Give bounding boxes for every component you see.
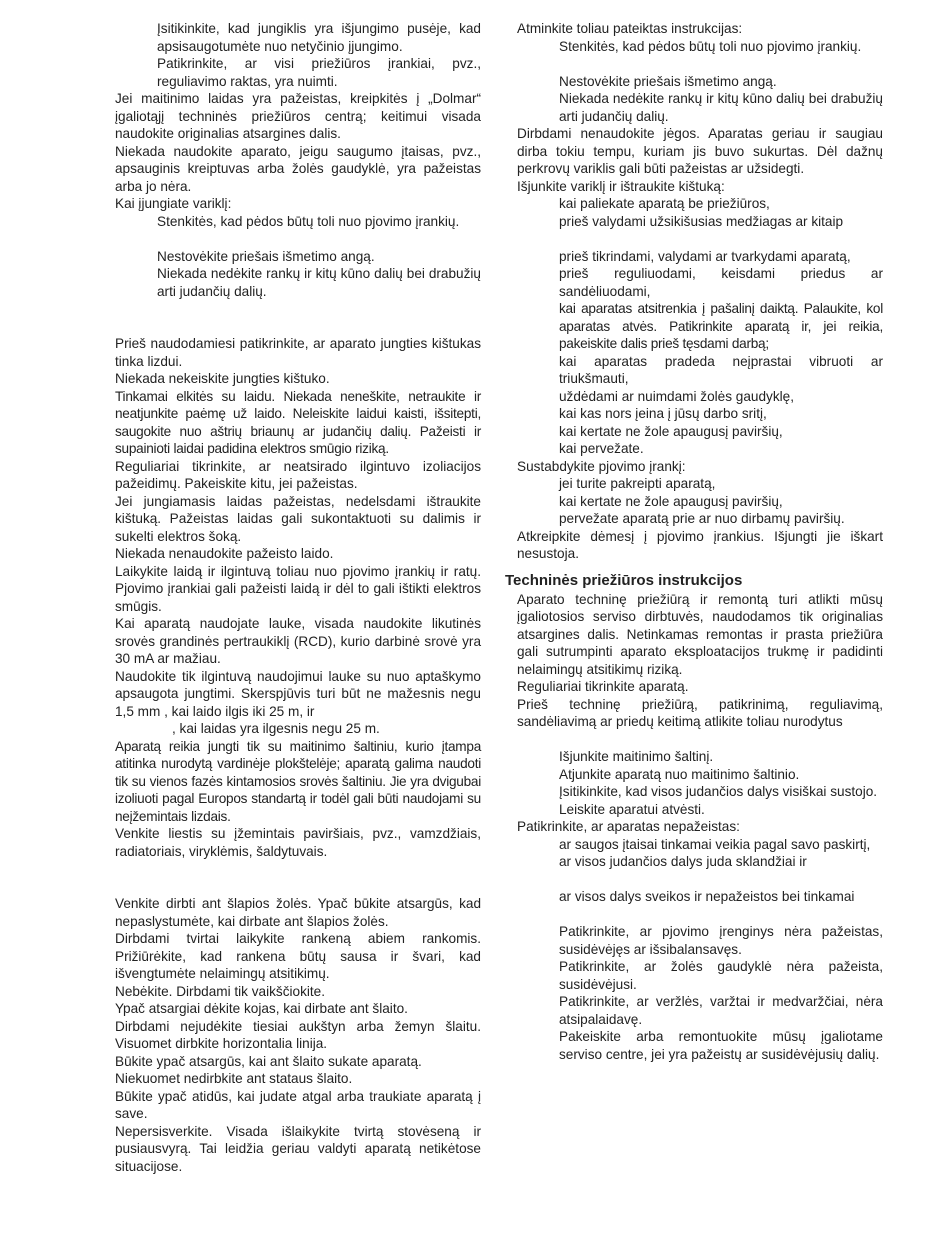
paragraph: Kai aparatą naudojate lauke, visada naudokite likutinės srovės grandinės pertraukiklį (RCD), kurio darbinė srovė yra 30 mA ar mažiau. (115, 616, 481, 666)
paragraph: Patikrinkite, ar aparatas nepažeistas: (517, 819, 740, 834)
list-item: Atjunkite aparatą nuo maitinimo šaltinio. (559, 766, 800, 782)
list-item: Įsitikinkite, kad visos judančios dalys visiškai sustojo. (559, 784, 878, 799)
paragraph: Aparato techninę priežiūrą ir remontą turi atlikti mūsų įgaliotosios serviso dirbtuvės, naudodamos tik originalias atsargines dalis. Netinkamas remontas ir prasta priežiūra gali sutrumpinti aparato eksploatacijos trukmę ir padidinti nelaimingų atsitikimų riziką. (517, 591, 883, 677)
paragraph: Venkite dirbti ant šlapios žolės. Ypač būkite atsargūs, kad nepaslystumėte, kai dirbate ant šlapios žolės. (115, 896, 481, 929)
list-item: kai paliekate aparatą be priežiūros, (559, 196, 770, 211)
paragraph: Jei maitinimo laidas yra pažeistas, kreipkitės į „Dolmar“ įgaliotąjį techninės priežiūros centrą; keitimui visada naudokite originalias atsargines dalis. (115, 91, 481, 141)
paragraph: Prieš techninę priežiūrą, patikrinimą, reguliavimą, sandėliavimą ar priedų keitimą atlikite toliau nurodytus (517, 696, 883, 729)
paragraph: Dirbdami nenaudokite jėgos. Aparatas geriau ir saugiau dirba tokiu tempu, kuriam jis buvo sukurtas. Dėl dažnų perkrovų variklis gali būti pažeistas ar užsidegti. (517, 126, 883, 176)
list-item: kai aparatas pradeda neįprastai vibruoti ar triukšmauti, (559, 353, 883, 386)
list-item: Nestovėkite priešais išmetimo angą. (559, 73, 777, 89)
paragraph: Aparatą reikia jungti tik su maitinimo šaltiniu, kurio įtampa atitinka nurodytą vardinėje plokštelėje; aparatą galima naudoti tik su vienos fazės kintamosios srovės šaltiniu. Jie yra dvigubai izoliuoti pagal Europos standartą ir todėl gali būti naudojami su neįžemintais lizdais. (115, 738, 481, 824)
paragraph: Išjunkite variklį ir ištraukite kištuką: (517, 178, 725, 194)
paragraph: Nepersisverkite. Visada išlaikykite tvirtą stovėseną ir pusiausvyrą. Tai leidžia geriau valdyti aparatą netikėtose situacijose. (115, 1123, 481, 1174)
paragraph: Būkite ypač atidūs, kai judate atgal arba traukiate aparatą į save. (115, 1088, 481, 1121)
paragraph: Būkite ypač atsargūs, kai ant šlaito sukate aparatą. (115, 1053, 422, 1069)
list-item: uždėdami ar nuimdami žolės gaudyklę, (559, 388, 794, 404)
paragraph: Naudokite tik ilgintuvą naudojimui lauke su nuo aptaškymo apsaugota jungtimi. Skerspjūvis turi būt ne mažesnis negu 1,5 mm , kai laido ilgis iki 25 m, ir (115, 668, 481, 719)
list-item: Stenkitės, kad pėdos būtų toli nuo pjovimo įrankių. (157, 213, 460, 229)
list-item: ar visos judančios dalys juda sklandžiai ir (559, 854, 807, 869)
list-item: Leiskite aparatui atvėsti. (559, 801, 705, 817)
list-item: pervežate aparatą prie ar nuo dirbamų paviršių. (559, 511, 845, 526)
paragraph: Venkite liestis su įžemintais paviršiais, pvz., vamzdžiais, radiatoriais, viryklėmis, šaldytuvais. (115, 826, 481, 859)
paragraph: Niekada nenaudokite pažeisto laido. (115, 546, 334, 561)
list-item: kai kertate ne žole apaugusį paviršių, (559, 423, 783, 439)
list-item: Niekada nedėkite rankų ir kitų kūno dalių bei drabužių arti judančių dalių. (157, 266, 481, 299)
list-item: ar visos dalys sveikos ir nepažeistos bei tinkamai (559, 889, 855, 904)
left-column (115, 20, 481, 1175)
paragraph: Atkreipkite dėmesį į pjovimo įrankius. Išjungti jie iškart nesustoja. (517, 528, 883, 561)
right-column (505, 20, 883, 1063)
paragraph: Nebėkite. Dirbdami tik vaikščiokite. (115, 983, 326, 999)
paragraph: Prieš naudodamiesi patikrinkite, ar aparato jungties kištukas tinka lizdui. (115, 336, 481, 369)
list-item: ar saugos įtaisai tinkamai veikia pagal savo paskirtį, (559, 836, 871, 852)
list-item: kai kertate ne žole apaugusį paviršių, (559, 493, 783, 509)
list-item: Išjunkite maitinimo šaltinį. (559, 749, 714, 764)
paragraph: Niekuomet nedirbkite ant stataus šlaito. (115, 1071, 353, 1086)
list-item: kai kas nors įeina į jūsų darbo sritį, (559, 406, 767, 421)
list-item: Patikrinkite, ar žolės gaudyklė nėra pažeista, susidėvėjusi. (559, 959, 883, 992)
paragraph: Reguliariai tikrinkite, ar neatsirado ilgintuvo izoliacijos pažeidimų. Pakeiskite kitu, jei pažeistas. (115, 458, 481, 491)
paragraph: Dirbdami nejudėkite tiesiai aukštyn arba žemyn šlaitu. Visuomet dirbkite horizontalia linija. (115, 1018, 481, 1051)
paragraph: Kai įjungiate variklį: (115, 196, 232, 211)
paragraph: Tinkamai elkitės su laidu. Niekada neneškite, netraukite ir neatjunkite paėmę už laido. Neleiskite laidui kaisti, išsitepti, saugokite nuo aštrių briaunų ar judančių dalių. Pažeisti ir supainioti laidai padidina elektros smūgio riziką. (115, 388, 481, 456)
paragraph: Laikykite laidą ir ilgintuvą toliau nuo pjovimo įrankių ir ratų. Pjovimo įrankiai gali pažeisti laidą ir dėl to gali ištikti elektros smūgis. (115, 563, 481, 614)
paragraph: Niekada nekeiskite jungties kištuko. (115, 371, 330, 386)
list-item: Patikrinkite, ar pjovimo įrenginys nėra pažeistas, susidėvėjęs ar išsibalansavęs. (559, 924, 883, 957)
paragraph: Sustabdykite pjovimo įrankį: (517, 458, 686, 474)
list-item: prieš valydami užsikišusias medžiagas ar kitaip (559, 213, 844, 229)
list-item: Niekada nedėkite rankų ir kitų kūno dalių bei drabužių arti judančių dalių. (559, 91, 883, 124)
list-item: Patikrinkite, ar veržlės, varžtai ir medvaržčiai, nėra atsipalaidavę. (559, 994, 883, 1027)
list-item: Pakeiskite arba remontuokite mūsų įgaliotame serviso centre, jei yra pažeistų ar susidėvėjusių dalių. (559, 1029, 883, 1062)
list-item: jei turite pakreipti aparatą, (559, 476, 716, 491)
section-heading: Techninės priežiūros instrukcijos (505, 571, 743, 589)
list-item: prieš tikrindami, valydami ar tvarkydami aparatą, (559, 248, 851, 264)
list-item: Nestovėkite priešais išmetimo angą. (157, 248, 375, 264)
list-item: kai pervežate. (559, 441, 644, 456)
list-item: kai aparatas atsitrenkia į pašalinį daiktą. Palaukite, kol aparatas atvės. Patikrinkite aparatą ir, jei reikia, pakeiskite dalis prieš tęsdami darbą; (559, 301, 883, 351)
list-item: Stenkitės, kad pėdos būtų toli nuo pjovimo įrankių. (559, 38, 862, 54)
paragraph: Niekada naudokite aparato, jeigu saugumo įtaisas, pvz., apsauginis kreiptuvas arba žolės gaudyklė, yra pažeistas arba jo nėra. (115, 143, 481, 194)
paragraph: Jei jungiamasis laidas pažeistas, nedelsdami ištraukite kištuką. Pažeistas laidas gali sukontaktuoti su dalimis ir sukelti elektros šoką. (115, 493, 481, 544)
paragraph: Atminkite toliau pateiktas instrukcijas: (517, 21, 743, 36)
list-item: prieš reguliuodami, keisdami priedus ar sandėliuodami, (559, 266, 883, 299)
paragraph: , kai laidas yra ilgesnis negu 25 m. (172, 721, 380, 736)
paragraph: Įsitikinkite, kad jungiklis yra išjungimo pusėje, kad apsisaugotumėte nuo netyčinio įjungimo. (157, 21, 481, 54)
paragraph: Patikrinkite, ar visi priežiūros įrankiai, pvz., reguliavimo raktas, yra nuimti. (157, 56, 481, 89)
paragraph: Ypač atsargiai dėkite kojas, kai dirbate ant šlaito. (115, 1001, 408, 1016)
paragraph: Reguliariai tikrinkite aparatą. (517, 679, 689, 694)
paragraph: Dirbdami tvirtai laikykite rankeną abiem rankomis. Prižiūrėkite, kad rankena būtų sausa ir švari, kad išvengtumėte nelaimingų atsitikimų. (115, 931, 481, 981)
